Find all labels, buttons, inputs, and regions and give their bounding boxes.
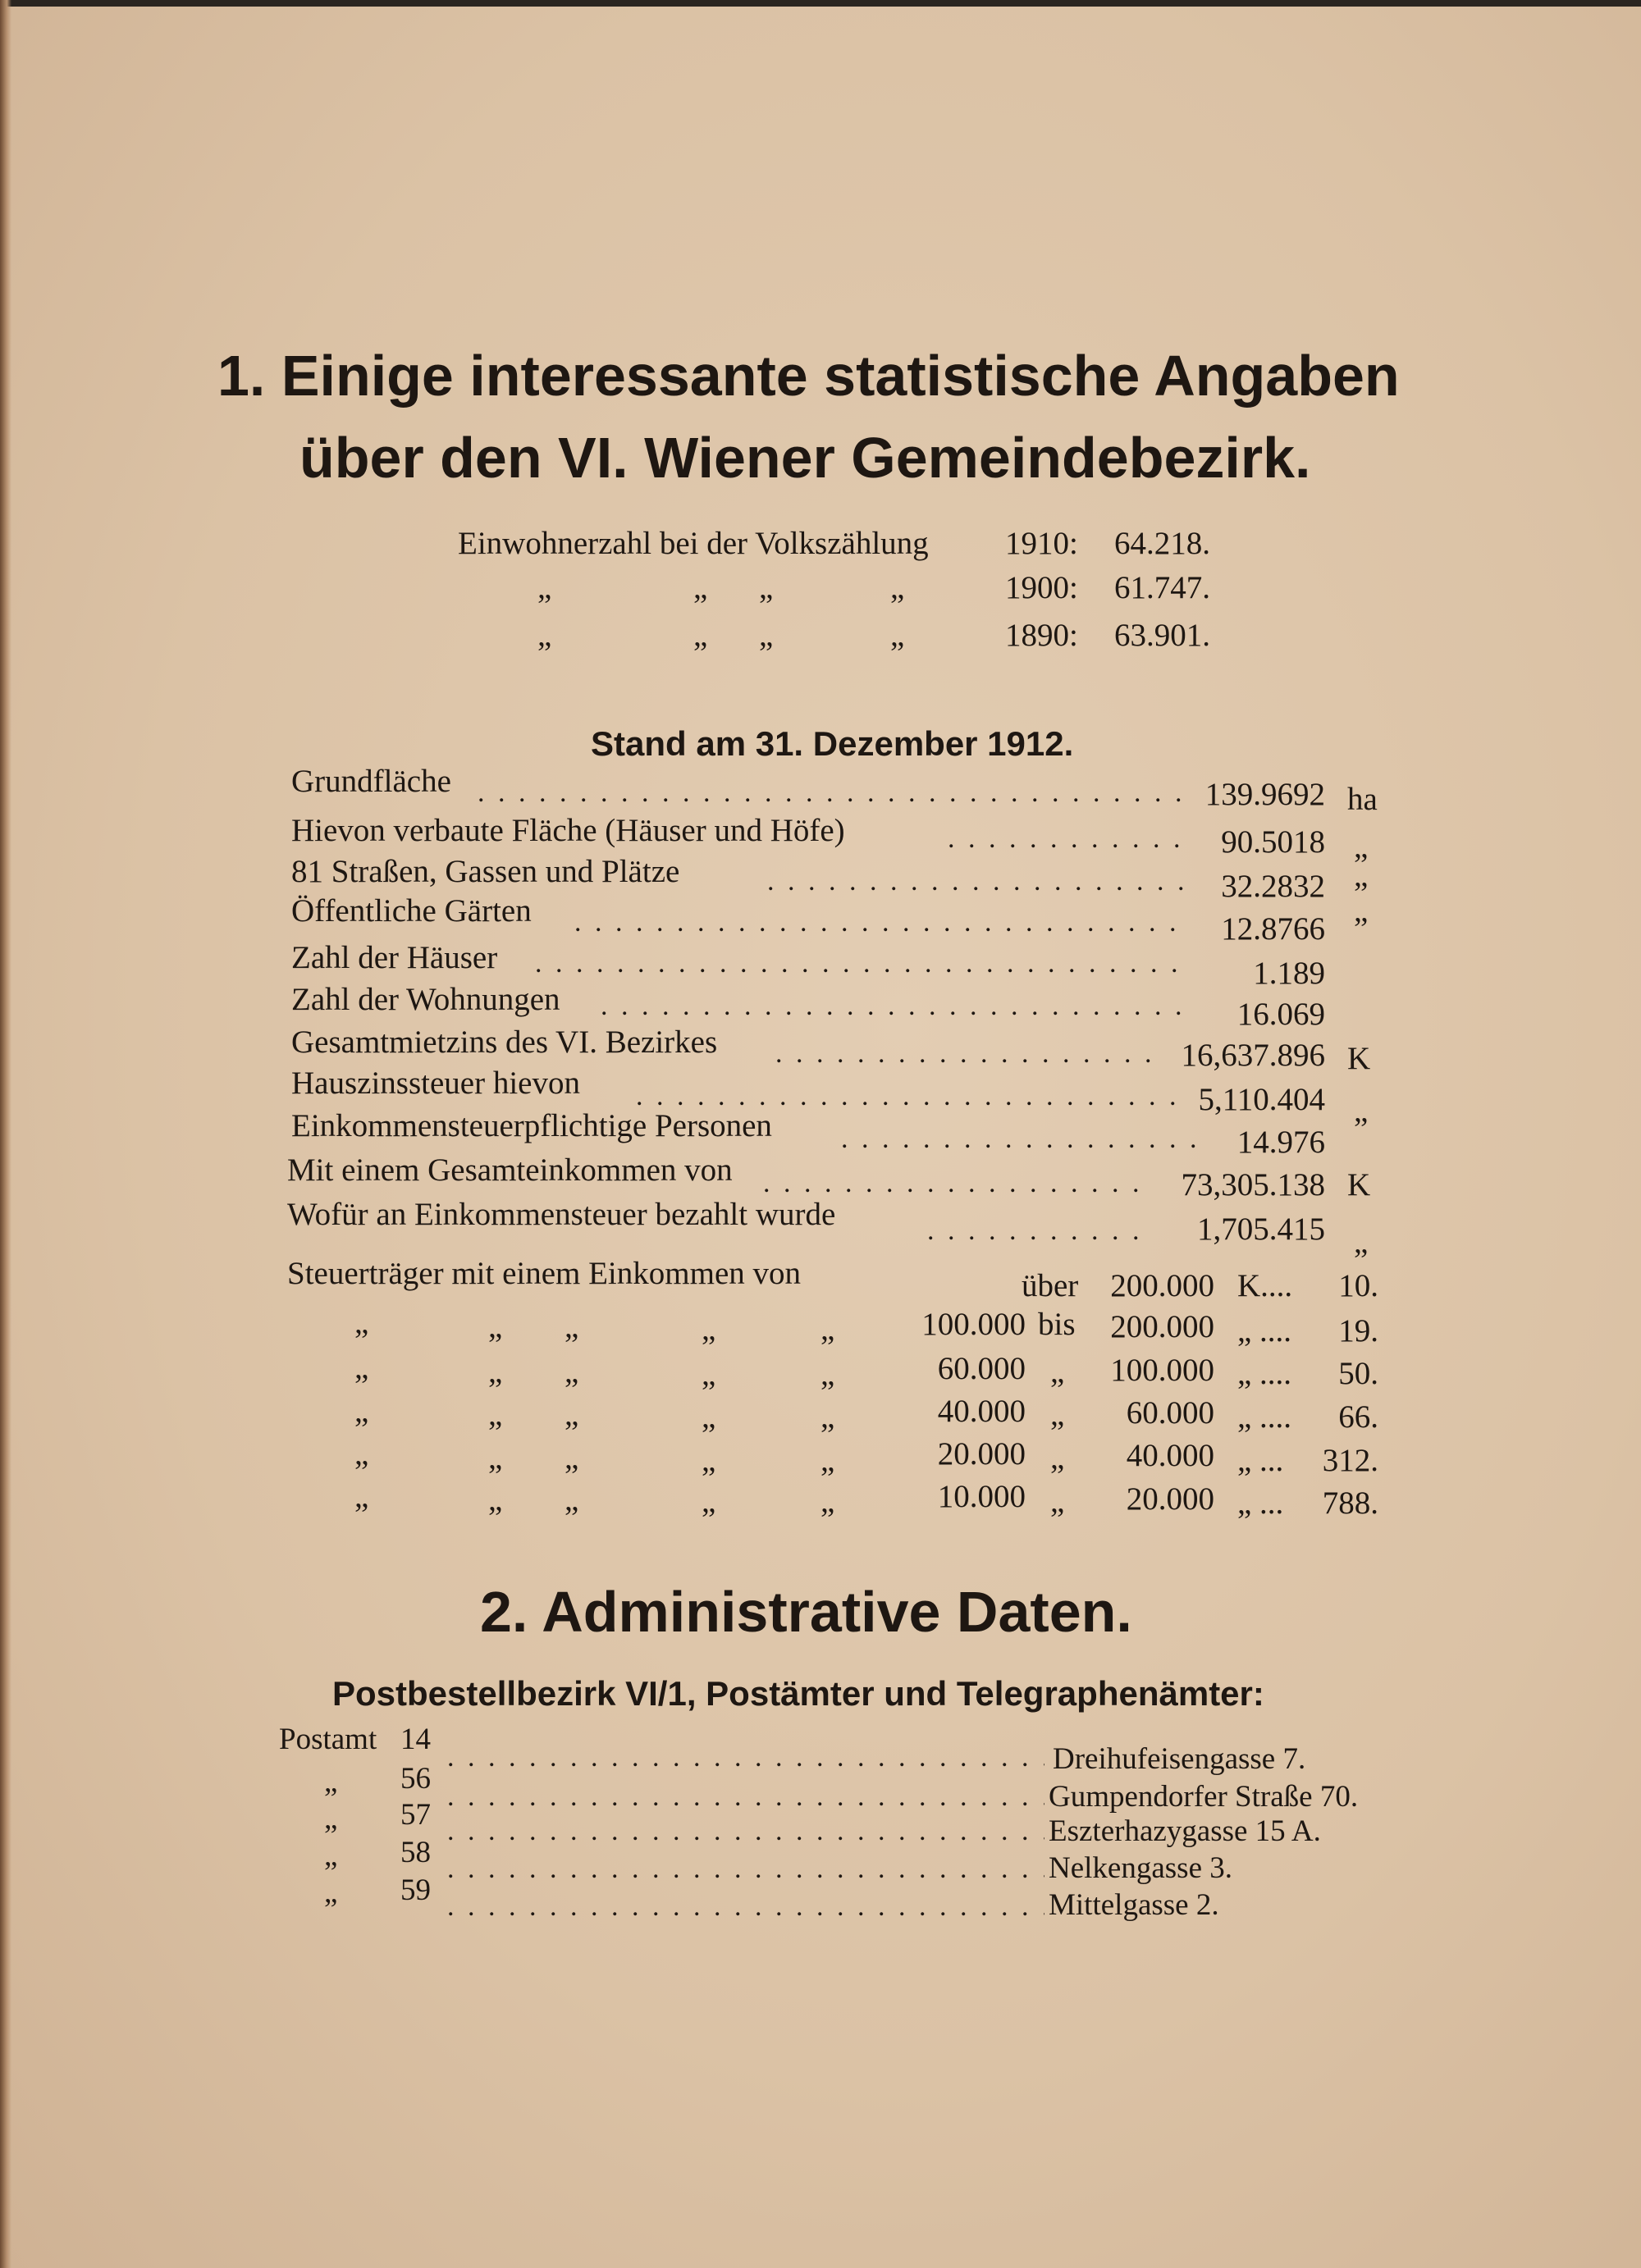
population-label: Einwohnerzahl bei der Volkszählung — [458, 526, 929, 561]
stat-label: Einkommensteuerpflichtige Personen — [291, 1108, 772, 1143]
income-from: 10.000 — [937, 1479, 1026, 1514]
stat-value: 32.2832 — [1221, 869, 1325, 904]
ditto-mark: „ — [820, 1399, 835, 1435]
postamt-number: 56 — [400, 1762, 431, 1796]
income-unit: „ .... — [1237, 1356, 1292, 1391]
dot-leader — [767, 863, 1183, 901]
stat-unit: „ — [1354, 1225, 1369, 1260]
postamt-address: Eszterhazygasse 15 A. — [1049, 1814, 1321, 1848]
postamt-address: Gumpendorfer Straße 70. — [1049, 1780, 1359, 1814]
population-year: 1910: — [1005, 526, 1078, 561]
ditto-mark: „ — [324, 1839, 338, 1873]
dot-leader — [927, 1212, 1142, 1250]
dot-leader — [478, 774, 1183, 812]
page-left-edge — [0, 0, 11, 2268]
ditto-mark: „ — [488, 1309, 503, 1344]
dot-leader — [447, 1813, 1044, 1850]
income-count: 10. — [1338, 1268, 1378, 1303]
stat-value: 12.8766 — [1221, 911, 1325, 947]
stat-label: Wofür an Einkommensteuer bezahlt wurde — [287, 1197, 836, 1232]
ditto-mark: „ — [537, 570, 552, 605]
stat-label: Zahl der Häuser — [291, 940, 498, 975]
stat-value: 1,705.415 — [1197, 1212, 1325, 1247]
stat-unit: „ — [1354, 858, 1369, 893]
income-count: 19. — [1338, 1313, 1378, 1348]
stat-value: 90.5018 — [1221, 824, 1325, 860]
ditto-mark: „ — [759, 570, 774, 605]
income-sep: über — [1022, 1268, 1079, 1303]
stat-value: 16.069 — [1236, 997, 1325, 1032]
page-top-edge — [0, 0, 1641, 7]
ditto-mark: „ — [354, 1479, 369, 1514]
income-sep: „ — [1050, 1440, 1065, 1476]
population-year: 1890: — [1005, 618, 1078, 653]
ditto-mark: „ — [488, 1440, 503, 1476]
ditto-mark: „ — [693, 570, 708, 605]
income-from: 40.000 — [937, 1394, 1026, 1429]
population-year: 1900: — [1005, 570, 1078, 605]
section1-title-line2: über den VI. Wiener Gemeindebezirk. — [299, 426, 1311, 490]
stat-value: 16,637.896 — [1181, 1038, 1325, 1073]
postamt-address: Dreihufeisengasse 7. — [1053, 1742, 1306, 1776]
income-unit: „ ... — [1237, 1485, 1284, 1521]
income-unit: „ ... — [1237, 1443, 1284, 1478]
income-sep: „ — [1050, 1484, 1065, 1519]
ditto-mark: „ — [488, 1482, 503, 1517]
ditto-mark: „ — [354, 1394, 369, 1429]
income-unit: „ .... — [1237, 1313, 1292, 1348]
ditto-mark: „ — [488, 1354, 503, 1390]
postamt-number: 14 — [400, 1723, 431, 1756]
income-unit: K.... — [1237, 1268, 1293, 1303]
ditto-mark: „ — [354, 1305, 369, 1340]
dot-leader — [775, 1035, 1159, 1073]
dot-leader — [601, 988, 1183, 1025]
ditto-mark: „ — [565, 1482, 579, 1517]
ditto-mark: „ — [759, 618, 774, 653]
dot-leader — [948, 820, 1183, 858]
ditto-mark: „ — [324, 1802, 338, 1836]
stat-unit: „ — [1354, 1093, 1369, 1129]
ditto-mark: „ — [565, 1354, 579, 1390]
ditto-mark: „ — [565, 1309, 579, 1344]
postamt-address: Mittelgasse 2. — [1049, 1888, 1219, 1922]
stat-unit: „ — [1354, 829, 1369, 865]
ditto-mark: „ — [702, 1399, 716, 1435]
income-to: 20.000 — [1126, 1481, 1214, 1517]
ditto-mark: „ — [820, 1357, 835, 1392]
postamt-number: 59 — [400, 1873, 431, 1907]
ditto-mark: „ — [820, 1312, 835, 1347]
section2-subheading: Postbestellbezirk VI/1, Postämter und Telegraphenämter: — [332, 1674, 1264, 1713]
stat-value: 14.976 — [1236, 1125, 1325, 1160]
stat-label: Mit einem Gesamteinkommen von — [287, 1152, 733, 1188]
ditto-mark: „ — [702, 1443, 716, 1478]
income-to: 40.000 — [1126, 1438, 1214, 1473]
dot-leader — [535, 945, 1183, 983]
income-count: 788. — [1322, 1485, 1378, 1521]
ditto-mark: „ — [324, 1876, 338, 1910]
stat-label: 81 Straßen, Gassen und Plätze — [291, 854, 680, 889]
ditto-mark: „ — [488, 1397, 503, 1432]
dot-leader — [841, 1120, 1200, 1158]
ditto-mark: „ — [820, 1484, 835, 1519]
ditto-mark: „ — [890, 570, 905, 605]
ditto-mark: „ — [324, 1765, 338, 1799]
dot-leader — [447, 1778, 1044, 1816]
postamt-number: 58 — [400, 1836, 431, 1869]
income-count: 66. — [1338, 1399, 1378, 1435]
income-from: 20.000 — [937, 1436, 1026, 1472]
stat-unit: K — [1347, 1167, 1371, 1202]
income-sep: „ — [1050, 1354, 1065, 1390]
stat-unit: K — [1347, 1041, 1371, 1076]
stat-label: Öffentliche Gärten — [291, 893, 532, 929]
stat-label: Hauszinssteuer hievon — [291, 1066, 580, 1101]
income-from: 100.000 — [921, 1307, 1026, 1342]
dot-leader — [574, 904, 1183, 942]
ditto-mark: „ — [537, 618, 552, 653]
income-label: Steuerträger mit einem Einkommen von — [287, 1256, 801, 1291]
population-value: 63.901. — [1114, 618, 1210, 653]
income-count: 312. — [1322, 1443, 1378, 1478]
stat-label: Hievon verbaute Fläche (Häuser und Höfe) — [291, 813, 845, 848]
stat-unit: ha — [1347, 782, 1378, 817]
stat-value: 1.189 — [1253, 956, 1325, 991]
ditto-mark: „ — [565, 1440, 579, 1476]
income-sep: bis — [1038, 1307, 1076, 1342]
ditto-mark: „ — [702, 1484, 716, 1519]
income-to: 60.000 — [1126, 1395, 1214, 1431]
population-value: 61.747. — [1114, 570, 1210, 605]
income-to: 200.000 — [1110, 1309, 1214, 1344]
ditto-mark: „ — [702, 1312, 716, 1347]
ditto-mark: „ — [702, 1357, 716, 1392]
income-count: 50. — [1338, 1356, 1378, 1391]
income-unit: „ .... — [1237, 1399, 1292, 1435]
stat-value: 139.9692 — [1204, 777, 1325, 812]
ditto-mark: „ — [890, 618, 905, 653]
dot-leader — [447, 1850, 1044, 1888]
income-to: 200.000 — [1110, 1268, 1214, 1303]
postamt-number: 57 — [400, 1798, 431, 1832]
stat-value: 73,305.138 — [1181, 1167, 1325, 1202]
ditto-mark: „ — [565, 1397, 579, 1432]
ditto-mark: „ — [693, 618, 708, 653]
postamt-address: Nelkengasse 3. — [1049, 1851, 1232, 1885]
section1-title-line1: 1. Einige interessante statistische Angaben — [217, 344, 1400, 408]
dot-leader — [447, 1739, 1044, 1777]
income-to: 100.000 — [1110, 1353, 1214, 1388]
dot-leader — [447, 1888, 1044, 1926]
ditto-mark: „ — [820, 1443, 835, 1478]
ditto-mark: „ — [354, 1436, 369, 1472]
stat-label: Grundfläche — [291, 764, 451, 799]
stand-heading: Stand am 31. Dezember 1912. — [591, 724, 1074, 763]
ditto-mark: „ — [354, 1350, 369, 1385]
stat-label: Zahl der Wohnungen — [291, 982, 560, 1017]
section2-title: 2. Administrative Daten. — [480, 1580, 1132, 1644]
postamt-label: Postamt — [279, 1723, 377, 1756]
stat-unit: „ — [1354, 893, 1369, 929]
stat-label: Gesamtmietzins des VI. Bezirkes — [291, 1024, 718, 1060]
stat-value: 5,110.404 — [1198, 1082, 1325, 1117]
population-value: 64.218. — [1114, 526, 1210, 561]
income-sep: „ — [1050, 1397, 1065, 1432]
income-from: 60.000 — [937, 1351, 1026, 1386]
